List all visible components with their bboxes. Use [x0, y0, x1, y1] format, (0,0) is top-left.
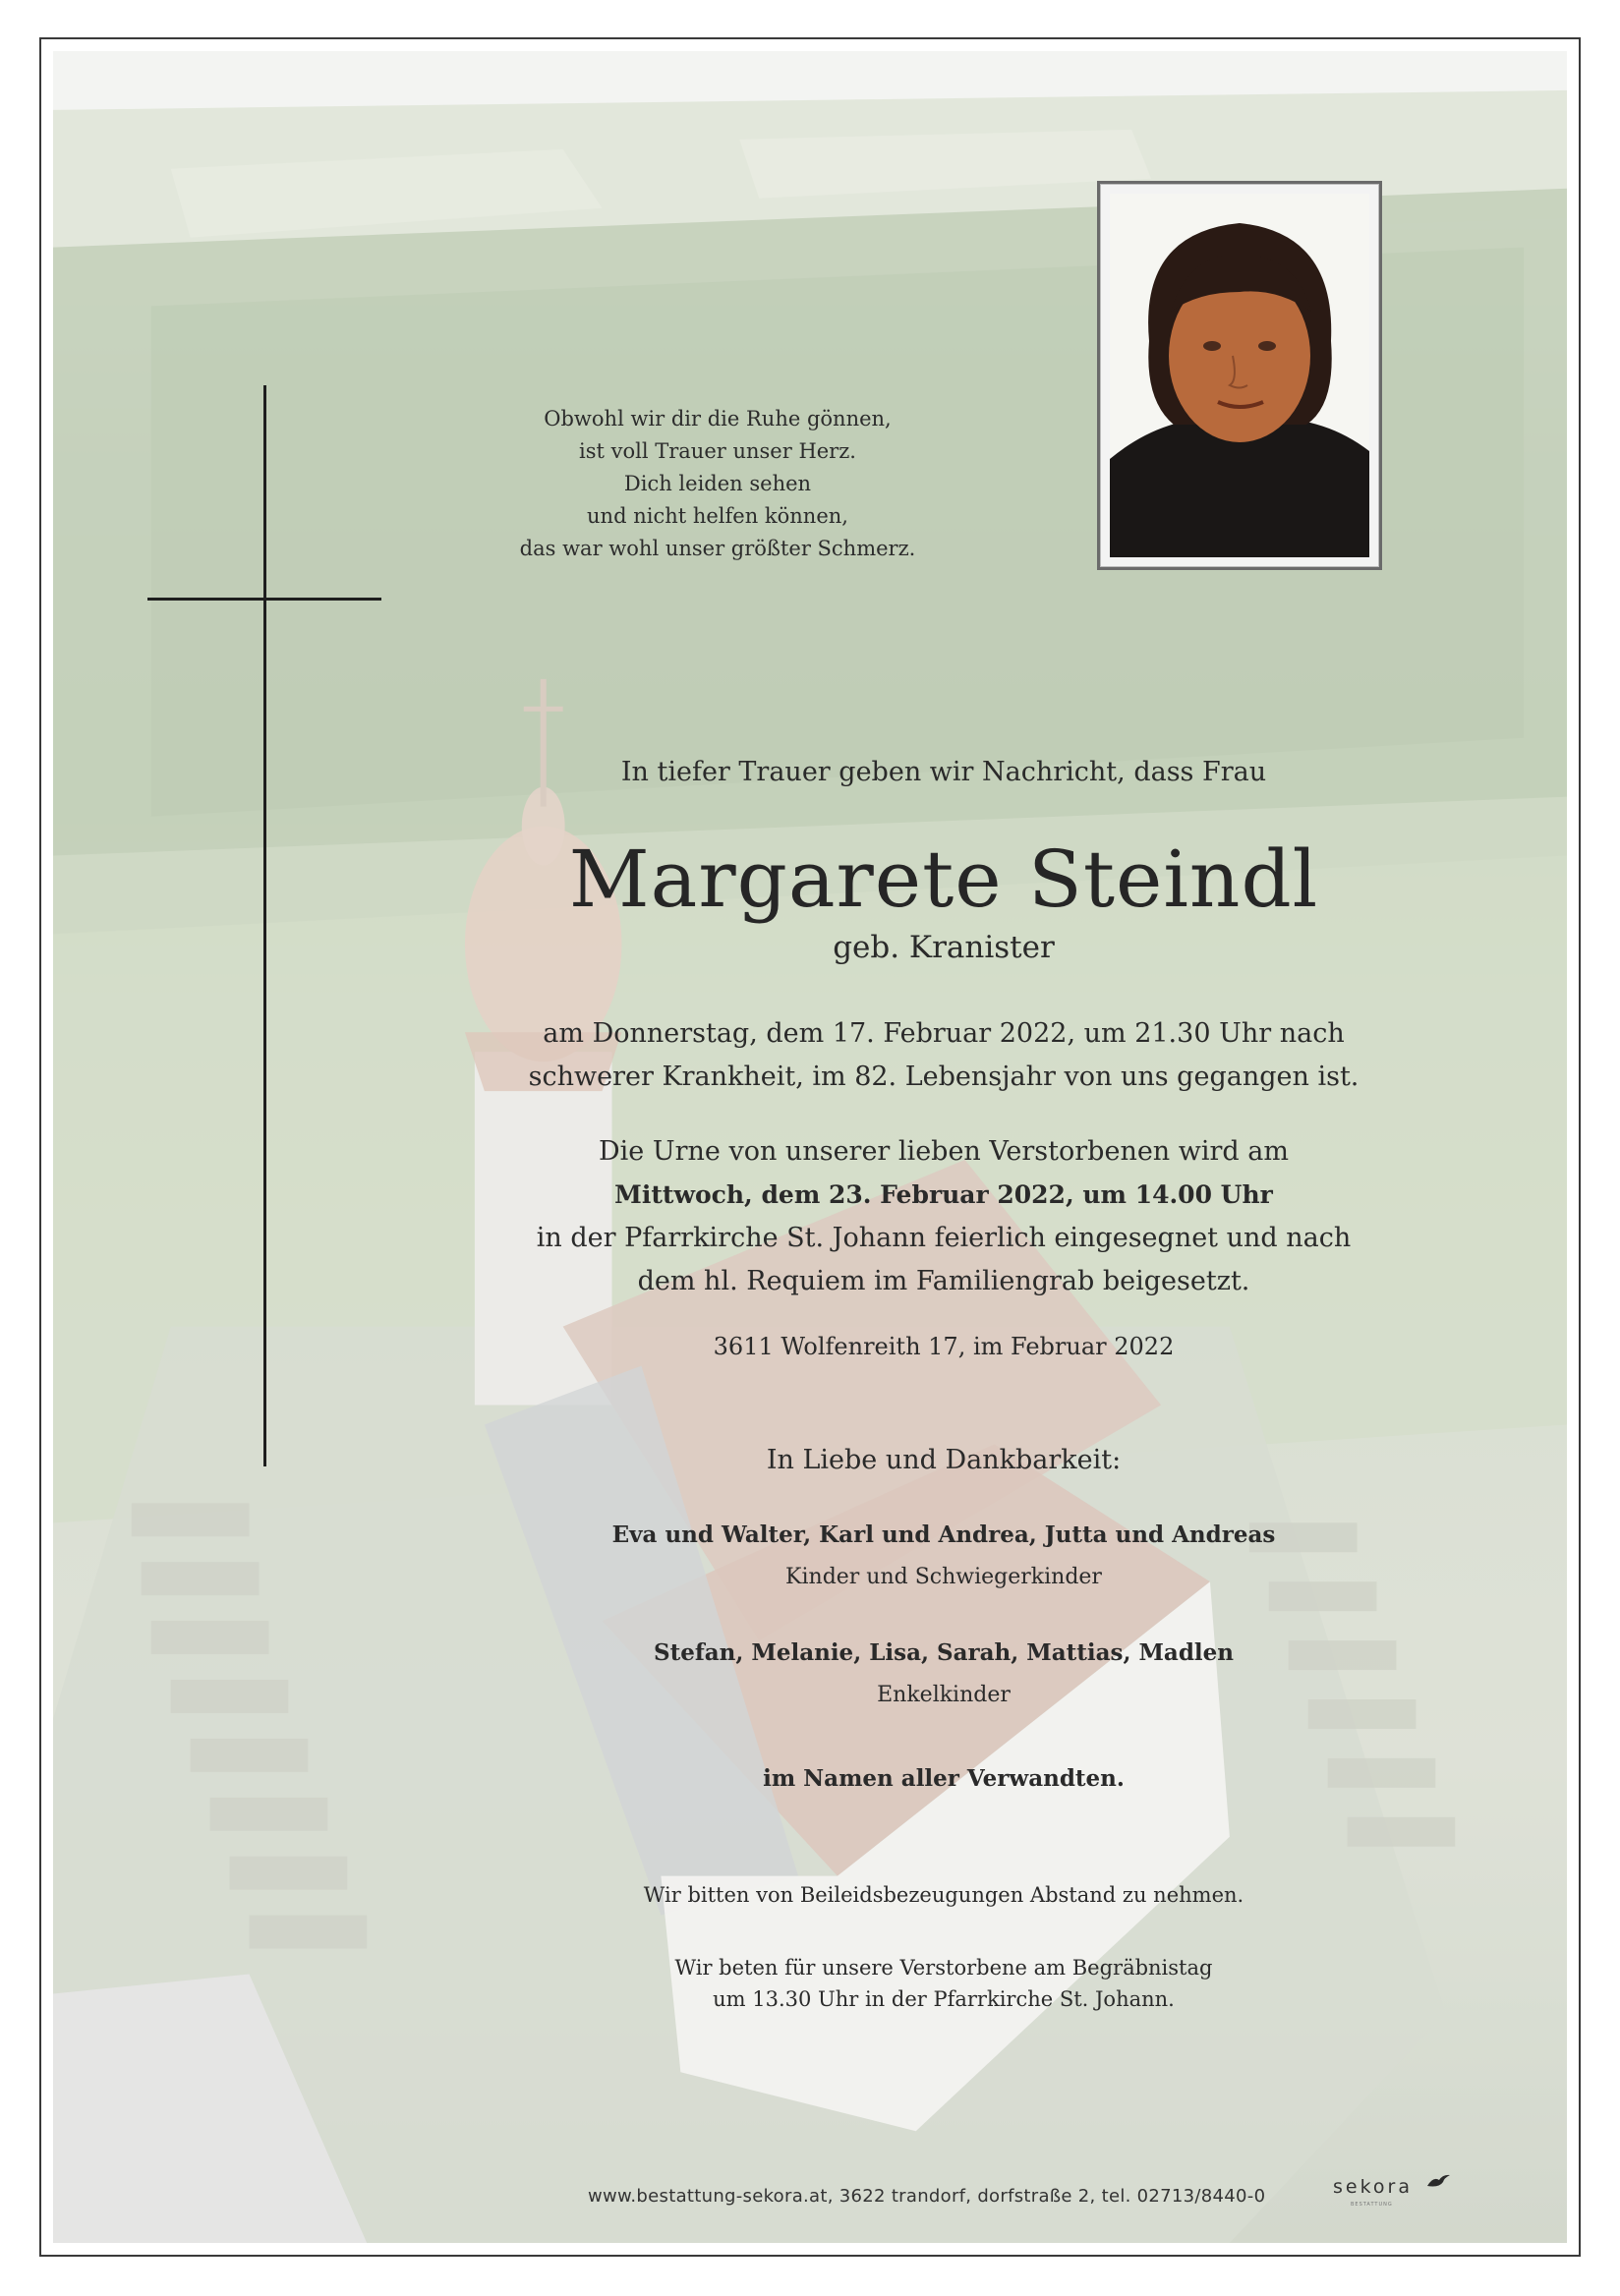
logo-text: sekora [1333, 2176, 1413, 2198]
funeral-line: Die Urne von unserer lieben Verstorbenen wird am [599, 1136, 1289, 1167]
grandchildren-names: Stefan, Melanie, Lisa, Sarah, Mattias, Madlen [653, 1639, 1235, 1666]
mourners-heading: In Liebe und Dankbarkeit: [766, 1445, 1122, 1475]
portrait-frame [1097, 181, 1382, 570]
memorial-poem [492, 403, 944, 565]
death-paragraph [413, 1012, 1475, 1099]
condolence-note: Wir bitten von Beileidsbezeugungen Abstand zu nehmen. [643, 1883, 1244, 1907]
relatives-line: im Namen aller Verwandten. [763, 1765, 1125, 1792]
footer-contact: www.bestattung-sekora.at, 3622 trandorf, dorfstraße 2, tel. 02713/8440-0 [588, 2186, 1266, 2207]
place-and-date: 3611 Wolfenreith 17, im Februar 2022 [713, 1333, 1175, 1360]
poem-line: und nicht helfen können, [587, 504, 848, 528]
funeral-line: in der Pfarrkirche St. Johann feierlich eingesegnet und nach [536, 1223, 1352, 1253]
logo-tagline: BESTATTUNG [1351, 2202, 1393, 2208]
prayer-line: um 13.30 Uhr in der Pfarrkirche St. Johann. [713, 1987, 1175, 2011]
poem-line: Obwohl wir dir die Ruhe gönnen, [544, 407, 892, 430]
prayer-line: Wir beten für unsere Verstorbene am Begräbnistag [674, 1956, 1213, 1980]
cross-vertical-bar [263, 385, 266, 1466]
funeral-date: Mittwoch, dem 23. Februar 2022, um 14.00 Uhr [614, 1180, 1273, 1209]
deceased-name: Margarete Steindl [568, 833, 1319, 925]
cross-horizontal-bar [147, 598, 381, 601]
children-names: Eva und Walter, Karl und Andrea, Jutta und Andreas [611, 1521, 1276, 1548]
sekora-logo [1333, 2176, 1413, 2208]
intro-text: In tiefer Trauer geben wir Nachricht, dass Frau [620, 757, 1267, 787]
death-line: schwerer Krankheit, im 82. Lebensjahr von uns gegangen ist. [528, 1062, 1360, 1092]
death-line: am Donnerstag, dem 17. Februar 2022, um 21.30 Uhr nach [543, 1018, 1345, 1049]
poem-line: das war wohl unser größter Schmerz. [519, 537, 916, 560]
maiden-name: geb. Kranister [833, 930, 1055, 965]
bird-icon [1425, 2172, 1451, 2190]
grandchildren-label: Enkelkinder [877, 1683, 1011, 1707]
prayer-note [413, 1952, 1475, 2015]
children-label: Kinder und Schwiegerkinder [785, 1565, 1102, 1589]
poem-line: Dich leiden sehen [623, 472, 812, 495]
portrait-photo [1110, 194, 1369, 557]
funeral-line: dem hl. Requiem im Familiengrab beigesetzt. [637, 1266, 1250, 1296]
funeral-paragraph [413, 1130, 1475, 1303]
poem-line: ist voll Trauer unser Herz. [579, 439, 856, 463]
